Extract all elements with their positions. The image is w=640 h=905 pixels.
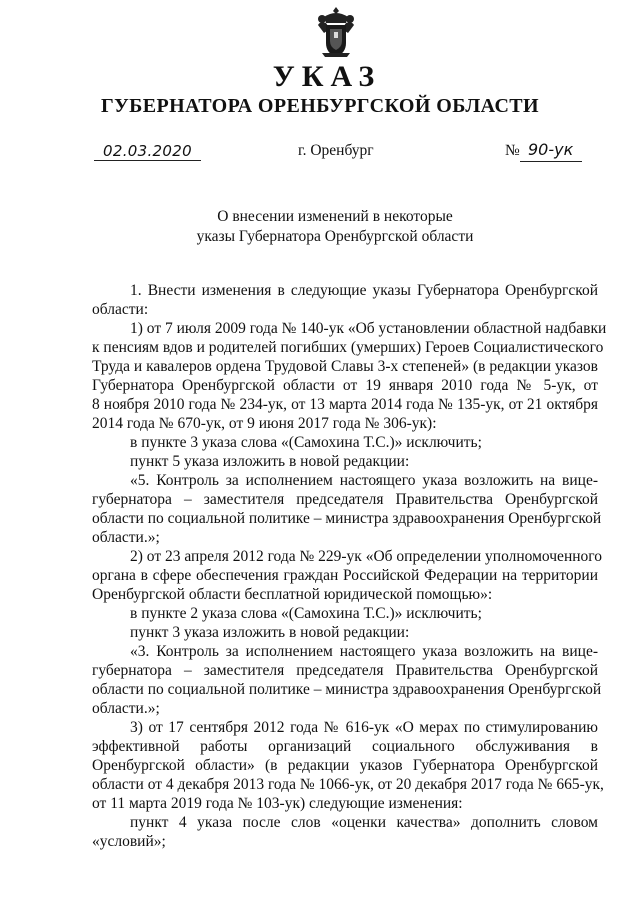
body-line: органа в сфере обеспечения граждан Российской Федерации на территории <box>92 567 598 584</box>
body-line: 2014 года № 670-ук, от 9 июня 2017 года № 306-ук): <box>92 415 437 432</box>
body-line: 2) от 23 апреля 2012 года № 229-ук «Об определении уполномоченного <box>130 548 603 565</box>
body-line: Оренбургской области» (в редакции указов Губернатора Оренбургской <box>92 757 598 774</box>
decree-city: г. Оренбург <box>298 142 374 159</box>
document-title: УКАЗ <box>272 60 382 93</box>
body-line: пункт 5 указа изложить в новой редакции: <box>130 453 410 470</box>
body-line: пункт 3 указа изложить в новой редакции: <box>130 624 410 641</box>
body-line: области по социальной политике – министра здравоохранения Оренбургской <box>92 681 602 698</box>
body-line: пункт 4 указа после слов «оценки качества» дополнить словом <box>130 814 598 831</box>
body-line: «условий»; <box>92 833 166 850</box>
body-line: в пункте 3 указа слова «(Самохина Т.С.)» исключить; <box>130 434 482 451</box>
coat-of-arms-emblem <box>314 5 358 61</box>
decree-number-underline <box>520 161 582 162</box>
body-line: «3. Контроль за исполнением настоящего указа возложить на вице- <box>130 643 598 660</box>
body-line: области по социальной политике – министра здравоохранения Оренбургской <box>92 510 602 527</box>
decree-subject-line: О внесении изменений в некоторые <box>217 208 453 225</box>
body-line: области от 4 декабря 2013 года № 1066-ук, от 20 декабря 2017 года № 665-ук, <box>92 776 604 793</box>
body-line: в пункте 2 указа слова «(Самохина Т.С.)» исключить; <box>130 605 482 622</box>
body-line: 1. Внести изменения в следующие указы Губернатора Оренбургской <box>130 282 598 299</box>
document-issuer: ГУБЕРНАТОРА ОРЕНБУРГСКОЙ ОБЛАСТИ <box>100 95 540 117</box>
decree-date: 02.03.2020 <box>94 142 201 161</box>
decree-number-label: № <box>505 142 520 159</box>
body-line: 8 ноября 2010 года № 234-ук, от 13 марта 2014 года № 135-ук, от 21 октября <box>92 396 598 413</box>
body-line: губернатора – заместителя председателя Правительства Оренбургской <box>92 491 598 508</box>
body-line: «5. Контроль за исполнением настоящего указа возложить на вице- <box>130 472 598 489</box>
decree-subject-line: указы Губернатора Оренбургской области <box>196 228 474 245</box>
body-line: Труда и кавалеров ордена Трудовой Славы 3-х степеней» (в редакции указов <box>92 358 598 375</box>
body-line: 1) от 7 июля 2009 года № 140-ук «Об установлении областной надбавки <box>130 320 607 337</box>
body-line: Губернатора Оренбургской области от 19 января 2010 года № 5-ук, от <box>92 377 598 394</box>
body-line: от 11 марта 2019 года № 103-ук) следующие изменения: <box>92 795 463 812</box>
body-line: области: <box>92 301 149 318</box>
body-line: области.»; <box>92 529 160 546</box>
body-line: губернатора – заместителя председателя Правительства Оренбургской <box>92 662 598 679</box>
body-line: Оренбургской области бесплатной юридической помощью»: <box>92 586 493 603</box>
body-line: к пенсиям вдов и родителей погибших (умерших) Героев Социалистического <box>92 339 604 356</box>
body-line: эффективной работы организаций социального обслуживания в <box>92 738 598 755</box>
body-line: 3) от 17 сентября 2012 года № 616-ук «О мерах по стимулированию <box>130 719 598 736</box>
body-line: области.»; <box>92 700 160 717</box>
decree-number: 90-ук <box>528 140 574 159</box>
